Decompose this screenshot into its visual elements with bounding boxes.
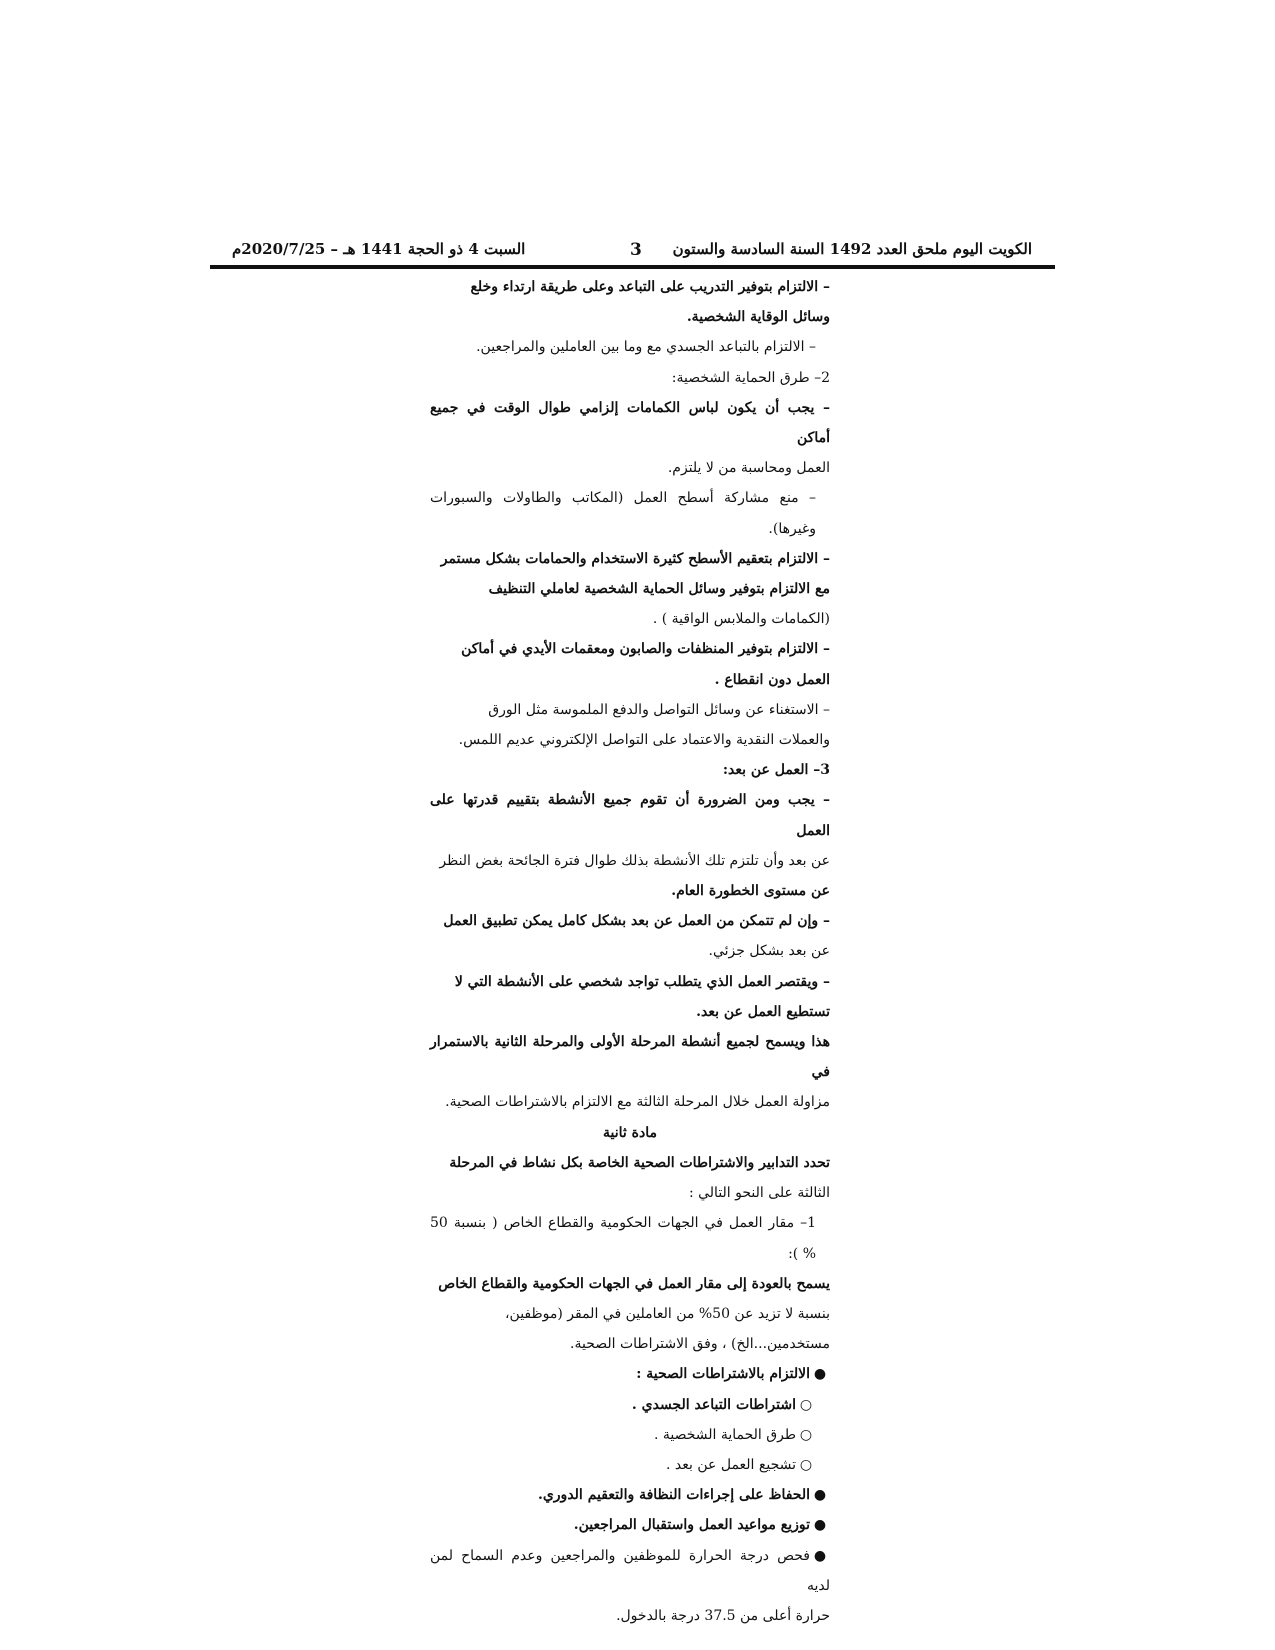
hollow-bullet-icon: ○ (799, 1396, 813, 1413)
bullet-text: الحفاظ على إجراءات النظافة والتعقيم الدوري. (537, 1487, 810, 1504)
text-line: عن بعد وأن تلتزم تلك الأنشطة بذلك طوال فترة الجائحة بغض النظر (439, 852, 830, 869)
bullet-text: تشجيع العمل عن بعد . (666, 1456, 796, 1473)
bullet-item (430, 1510, 830, 1540)
text-line: العمل دون انقطاع . (714, 671, 830, 688)
text-line: مستخدمين...الخ) ، وفق الاشتراطات الصحية. (570, 1336, 830, 1353)
text-line: العمل ومحاسبة من لا يلتزم. (667, 460, 830, 477)
page-header (232, 236, 1032, 264)
text-line: مزاولة العمل خلال المرحلة الثالثة مع الالتزام بالاشتراطات الصحية. (445, 1094, 830, 1111)
issue-date: السبت 4 ذو الحجة 1441 هـ – 2020/7/25م (232, 240, 526, 258)
text-line: – الالتزام بتوفير التدريب على التباعد وعلى طريقة ارتداء وخلع (470, 279, 830, 295)
bullet-item (430, 1359, 830, 1389)
bullet-text: فحص درجة الحرارة للموظفين والمراجعين وعدم السماح لمن لديه (430, 1547, 830, 1594)
sub-bullet-item (430, 1450, 830, 1480)
section-heading: 2– طرق الحماية الشخصية: (671, 369, 830, 386)
text-line: عن مستوى الخطورة العام. (671, 883, 830, 900)
text-line: – يجب أن يكون لباس الكمامات إلزامي طوال الوقت في جميع أماكن (430, 399, 830, 447)
text-line: والعملات النقدية والاعتماد على التواصل الإلكتروني عديم اللمس. (458, 732, 830, 749)
filled-bullet-icon: ● (813, 1547, 827, 1564)
filled-bullet-icon: ● (813, 1487, 827, 1504)
article-heading: مادة ثانية (603, 1124, 657, 1141)
text-line: – وإن لم تتمكن من العمل عن بعد بشكل كامل يمكن تطبيق العمل (443, 913, 830, 930)
filled-bullet-icon: ● (813, 1366, 827, 1383)
text-line: – الالتزام بتعقيم الأسطح كثيرة الاستخدام والحمامات بشكل مستمر (440, 550, 830, 567)
text-line: هذا ويسمح لجميع أنشطة المرحلة الأولى والمرحلة الثانية بالاستمرار في (430, 1034, 830, 1081)
text-line: تحدد التدابير والاشتراطات الصحية الخاصة بكل نشاط في المرحلة (449, 1154, 830, 1171)
sub-bullet-item (430, 1420, 830, 1450)
text-line: عن بعد بشكل جزئي. (708, 943, 830, 960)
filled-bullet-icon: ● (813, 1517, 827, 1534)
text-line: وسائل الوقاية الشخصية. (686, 309, 830, 326)
document-body (430, 272, 830, 1631)
bullet-text: الالتزام بالاشتراطات الصحية : (636, 1366, 810, 1383)
header-rule (210, 265, 1055, 269)
text-line: – ويقتصر العمل الذي يتطلب تواجد شخصي على الأنشطة التي لا (454, 973, 830, 990)
section-heading: 3– العمل عن بعد: (722, 762, 830, 779)
page-number: 3 (630, 240, 642, 260)
bullet-item (430, 1480, 830, 1510)
bullet-text: توزيع مواعيد العمل واستقبال المراجعين. (573, 1517, 810, 1534)
text-line: بنسبة لا تزيد عن 50% من العاملين في المقر (موظفين، (505, 1305, 830, 1322)
hollow-bullet-icon: ○ (799, 1456, 813, 1473)
text-line: يسمح بالعودة إلى مقار العمل في الجهات الحكومية والقطاع الخاص (438, 1275, 830, 1292)
publication-title: الكويت اليوم ملحق العدد 1492 السنة السادسة والستون (672, 240, 1032, 258)
text-line: – منع مشاركة أسطح العمل (المكاتب والطاولات والسبورات وغيرها). (430, 490, 816, 537)
sub-bullet-item (430, 1390, 830, 1420)
text-line: مع الالتزام بتوفير وسائل الحماية الشخصية لعاملي التنظيف (488, 581, 830, 598)
text-line: الثالثة على النحو التالي : (688, 1185, 830, 1202)
text-line: تستطيع العمل عن بعد. (696, 1003, 830, 1020)
bullet-text: اشتراطات التباعد الجسدي . (631, 1396, 796, 1413)
text-line: – يجب ومن الضرورة أن تقوم جميع الأنشطة بتقييم قدرتها على العمل (430, 792, 830, 839)
text-line: حرارة أعلى من 37.5 درجة بالدخول. (616, 1607, 830, 1624)
text-line: – الالتزام بالتباعد الجسدي مع وما بين العاملين والمراجعين. (476, 339, 816, 356)
bullet-text: طرق الحماية الشخصية . (653, 1426, 796, 1443)
hollow-bullet-icon: ○ (799, 1426, 813, 1443)
bullet-item (430, 1541, 830, 1601)
text-line: (الكمامات والملابس الواقية ) . (652, 611, 830, 628)
section-heading: 1– مقار العمل في الجهات الحكومية والقطاع الخاص ( بنسبة 50 % ): (430, 1215, 816, 1262)
text-line: – الاستغناء عن وسائل التواصل والدفع الملموسة مثل الورق (488, 701, 830, 718)
text-line: – الالتزام بتوفير المنظفات والصابون ومعقمات الأيدي في أماكن (461, 641, 830, 658)
